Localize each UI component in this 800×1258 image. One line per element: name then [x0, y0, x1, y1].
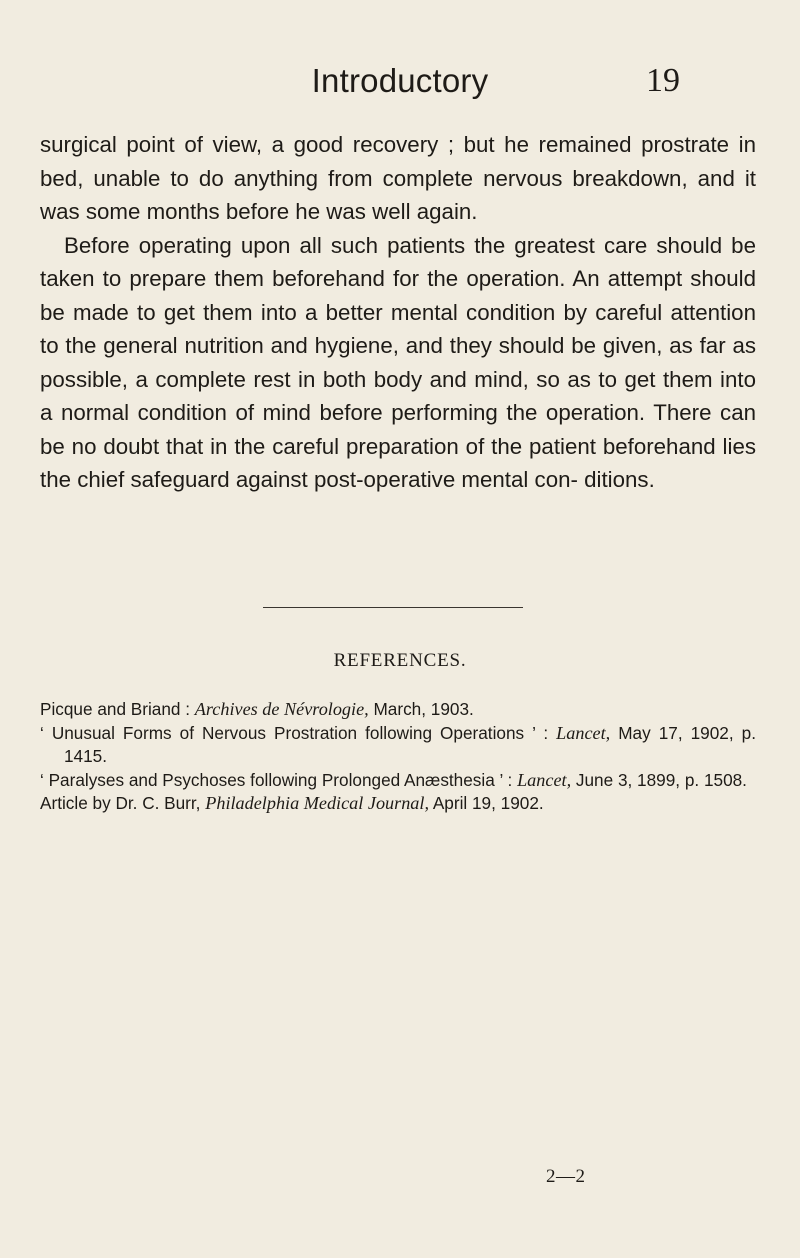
reference-tail: April 19, 1902. [429, 793, 544, 813]
reference-tail: May 17, 1902, p. 1415. [64, 722, 756, 766]
reference-lead: ‘ Unusual Forms of Nervous Prostration following Operations ’ : [40, 722, 557, 743]
paragraph-preparation: Before operating upon all such patients the greatest care should be taken to prepare them beforehand for the operation. An attempt should be made to get them into a better mental condition by careful attention to the general nutrition and hygiene, and they should be given, as far as possible, a complete rest in both body and mind, so as to get them into a normal condition of mind before performing the operation. There can be no doubt that in the careful preparation of the patient beforehand lies the chief safeguard against post-operative mental con- ditions. [40, 232, 756, 492]
printer-signature: 2—2 [546, 1166, 586, 1187]
reference-source: Philadelphia Medical Journal, [205, 793, 429, 813]
reference-lead: Picque and Briand : [40, 699, 195, 719]
body-text [40, 128, 756, 497]
reference-tail: June 3, 1899, p. 1508. [571, 769, 747, 790]
reference-lead: ‘ Paralyses and Psychoses following Prolonged Anæsthesia ’ : [40, 769, 518, 790]
reference-item [40, 698, 756, 722]
references-list [40, 698, 756, 816]
references-heading: REFERENCES. [333, 650, 467, 671]
reference-item [40, 792, 756, 816]
reference-source: Lancet, [517, 769, 572, 790]
paragraph-continued: surgical point of view, a good recovery ; but he remained prostrate in bed, unable to do anything from complete nervous breakdown, and it was some months before he was well again. [40, 132, 756, 224]
reference-source: Lancet, [556, 722, 611, 743]
page-number: 19 [646, 62, 680, 99]
reference-item [40, 722, 756, 769]
reference-source: Archives de Névrologie, [194, 699, 369, 719]
reference-lead: Article by Dr. C. Burr, [40, 793, 206, 813]
reference-item [40, 769, 756, 793]
section-divider [263, 607, 523, 608]
running-head [0, 62, 800, 112]
running-title: Introductory [311, 62, 489, 99]
reference-tail: March, 1903. [368, 699, 474, 719]
